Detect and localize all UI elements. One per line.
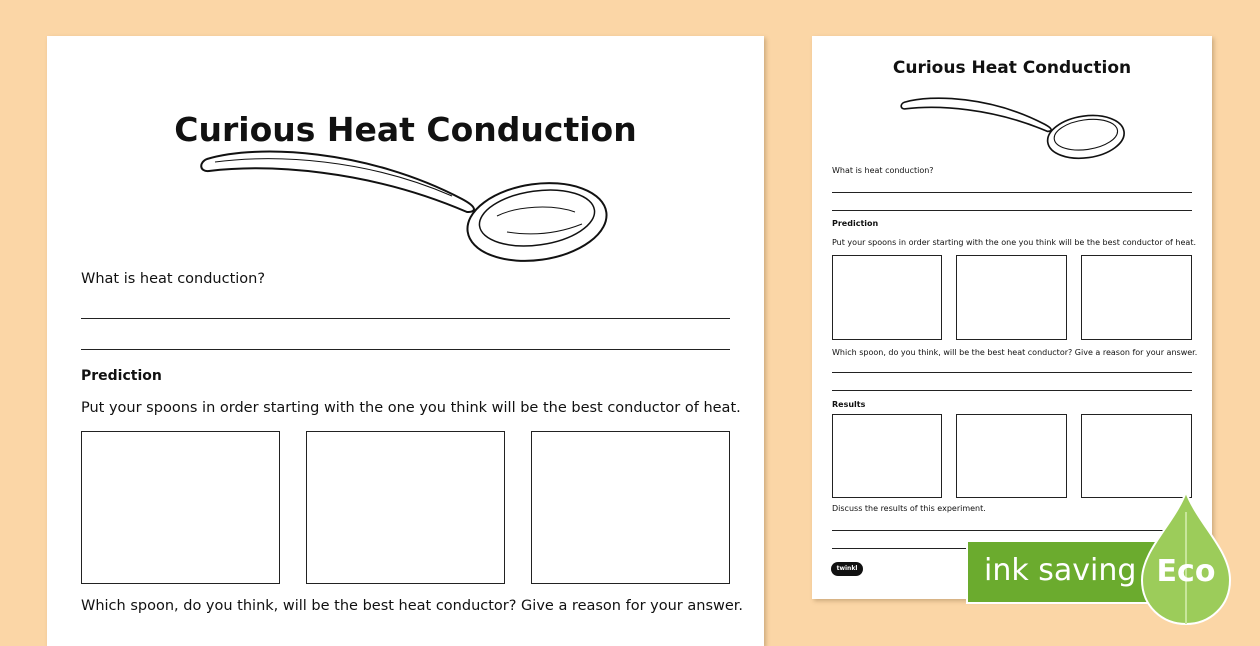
heat-conduction-question: What is heat conduction? — [81, 271, 266, 287]
answer-line[interactable] — [81, 349, 730, 350]
twinkl-logo: twinkl — [831, 562, 863, 576]
answer-line[interactable] — [832, 390, 1192, 391]
results-box-1[interactable] — [832, 414, 942, 498]
prediction-box-3[interactable] — [531, 431, 730, 584]
heat-conduction-question-small: What is heat conduction? — [832, 166, 934, 175]
spoon-illustration-small — [898, 94, 1128, 160]
answer-line[interactable] — [832, 210, 1192, 211]
answer-line[interactable] — [832, 192, 1192, 193]
results-heading: Results — [832, 400, 866, 409]
worksheet-page-large — [47, 36, 764, 646]
prediction-box-small-3[interactable] — [1081, 255, 1192, 340]
prediction-heading: Prediction — [81, 368, 162, 384]
prediction-heading-small: Prediction — [832, 219, 879, 228]
which-spoon-question-small: Which spoon, do you think, will be the best heat conductor? Give a reason for your answer. — [832, 348, 1198, 357]
results-box-3[interactable] — [1081, 414, 1192, 498]
prediction-box-2[interactable] — [306, 431, 505, 584]
answer-line[interactable] — [832, 372, 1192, 373]
worksheet-title: Curious Heat Conduction — [174, 110, 637, 149]
ink-saving-label: ink saving — [984, 553, 1137, 588]
prediction-box-1[interactable] — [81, 431, 280, 584]
prediction-instruction-small: Put your spoons in order starting with the one you think will be the best conductor of heat. — [832, 238, 1196, 247]
spoon-illustration — [197, 144, 612, 264]
discuss-results-prompt: Discuss the results of this experiment. — [832, 504, 986, 513]
which-spoon-question: Which spoon, do you think, will be the best heat conductor? Give a reason for your answer. — [81, 598, 744, 614]
worksheet-title-small: Curious Heat Conduction — [892, 58, 1132, 78]
results-box-2[interactable] — [956, 414, 1067, 498]
eco-leaf-drop-icon — [1136, 488, 1236, 628]
prediction-box-small-2[interactable] — [956, 255, 1067, 340]
prediction-instruction: Put your spoons in order starting with the one you think will be the best conductor of heat. — [81, 400, 741, 416]
answer-line[interactable] — [81, 318, 730, 319]
prediction-box-small-1[interactable] — [832, 255, 942, 340]
eco-label: Eco — [1156, 554, 1216, 589]
